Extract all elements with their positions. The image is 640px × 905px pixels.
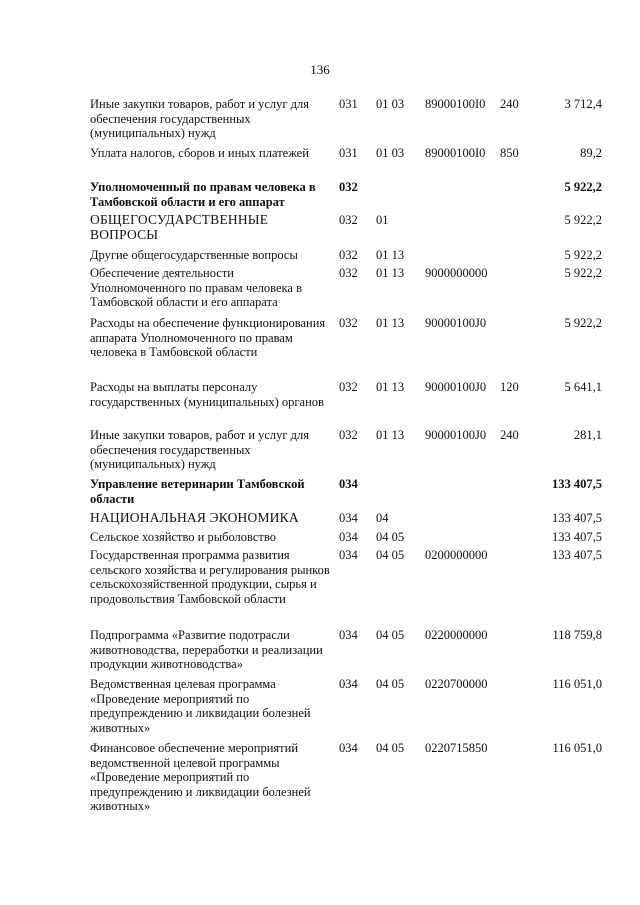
row-ministry: 032 xyxy=(339,380,358,394)
row-amount: 133 407,5 xyxy=(552,477,602,491)
row-name: Расходы на обеспечение функционирования аппарата Уполномоченного по правам человека в Тамбовской области xyxy=(90,316,326,359)
row-name: Обеспечение деятельности Уполномоченного по правам человека в Тамбовской области и его аппарата xyxy=(90,266,302,309)
row-amount: 133 407,5 xyxy=(552,511,602,525)
row-name: Подпрограмма «Развитие подотрасли животноводства, переработки и реализации продукции животноводства» xyxy=(90,628,323,671)
row-name: Уплата налогов, сборов и иных платежей xyxy=(90,146,309,160)
row-vr: 240 xyxy=(500,428,519,442)
row-ministry: 032 xyxy=(339,180,358,194)
row-name: НАЦИОНАЛЬНАЯ ЭКОНОМИКА xyxy=(90,510,299,525)
row-amount: 116 051,0 xyxy=(552,677,602,691)
row-amount: 5 922,2 xyxy=(564,248,602,262)
row-name: Сельское хозяйство и рыболовство xyxy=(90,530,276,544)
row-target: 90000100J0 xyxy=(425,316,487,330)
row-amount: 116 051,0 xyxy=(552,741,602,755)
row-section: 01 xyxy=(376,213,389,227)
row-ministry: 032 xyxy=(339,428,358,442)
row-target: 0220715850 xyxy=(425,741,488,755)
row-ministry: 034 xyxy=(339,628,358,642)
row-target: 0200000000 xyxy=(425,548,488,562)
row-amount: 5 922,2 xyxy=(564,266,602,280)
row-section: 01 13 xyxy=(376,248,405,262)
row-target: 0220000000 xyxy=(425,628,488,642)
row-ministry: 032 xyxy=(339,266,358,280)
row-amount: 5 922,2 xyxy=(564,316,602,330)
row-name: Государственная программа развития сельского хозяйства и регулирования рынков сельскохозяйственной продукции, сырья и продовольствия Тамбовской области xyxy=(90,548,330,606)
row-name: Другие общегосударственные вопросы xyxy=(90,248,298,262)
row-section: 01 13 xyxy=(376,380,405,394)
page-number: 136 xyxy=(310,62,330,77)
row-amount: 133 407,5 xyxy=(552,548,602,562)
row-name: Финансовое обеспечение мероприятий ведомственной целевой программы «Проведение мероприятий по предупреждению и ликвидации болезней животных» xyxy=(90,741,311,813)
row-section: 04 05 xyxy=(376,677,405,691)
row-ministry: 032 xyxy=(339,316,358,330)
row-target: 89000100I0 xyxy=(425,146,486,160)
row-target: 0220700000 xyxy=(425,677,488,691)
row-vr: 850 xyxy=(500,146,519,160)
row-target: 90000100J0 xyxy=(425,380,487,394)
row-ministry: 034 xyxy=(339,677,358,691)
row-section: 04 xyxy=(376,511,389,525)
row-amount: 89,2 xyxy=(580,146,602,160)
row-amount: 5 922,2 xyxy=(564,213,602,227)
row-target: 89000100I0 xyxy=(425,97,486,111)
row-section: 01 13 xyxy=(376,428,405,442)
row-name: Расходы на выплаты персоналу государственных (муниципальных) органов xyxy=(90,380,324,409)
row-name: Уполномоченный по правам человека в Тамбовской области и его аппарат xyxy=(90,180,316,209)
row-ministry: 031 xyxy=(339,97,358,111)
row-ministry: 032 xyxy=(339,248,358,262)
row-amount: 3 712,4 xyxy=(564,97,602,111)
row-section: 01 13 xyxy=(376,266,405,280)
row-amount: 118 759,8 xyxy=(552,628,602,642)
row-ministry: 032 xyxy=(339,213,358,227)
row-target: 90000100J0 xyxy=(425,428,487,442)
row-vr: 120 xyxy=(500,380,519,394)
row-ministry: 034 xyxy=(339,511,358,525)
row-ministry: 034 xyxy=(339,741,358,755)
row-amount: 5 641,1 xyxy=(564,380,602,394)
row-amount: 281,1 xyxy=(573,428,602,442)
row-name: Иные закупки товаров, работ и услуг для обеспечения государственных (муниципальных) нужд xyxy=(90,428,310,471)
row-vr: 240 xyxy=(500,97,519,111)
row-section: 04 05 xyxy=(376,741,405,755)
row-name: ОБЩЕГОСУДАРСТВЕННЫЕ ВОПРОСЫ xyxy=(90,212,269,242)
row-ministry: 034 xyxy=(339,477,358,491)
row-section: 04 05 xyxy=(376,548,405,562)
row-name: Ведомственная целевая программа «Проведение мероприятий по предупреждению и ликвидации болезней животных» xyxy=(90,677,311,735)
row-ministry: 034 xyxy=(339,548,358,562)
row-section: 04 05 xyxy=(376,628,405,642)
row-ministry: 034 xyxy=(339,530,358,544)
row-name: Управление ветеринарии Тамбовской области xyxy=(90,477,305,506)
row-target: 9000000000 xyxy=(425,266,488,280)
row-section: 01 03 xyxy=(376,146,405,160)
row-name: Иные закупки товаров, работ и услуг для обеспечения государственных (муниципальных) нужд xyxy=(90,97,310,140)
row-amount: 5 922,2 xyxy=(564,180,602,194)
row-section: 01 13 xyxy=(376,316,405,330)
row-section: 01 03 xyxy=(376,97,405,111)
row-ministry: 031 xyxy=(339,146,358,160)
row-section: 04 05 xyxy=(376,530,405,544)
row-amount: 133 407,5 xyxy=(552,530,602,544)
